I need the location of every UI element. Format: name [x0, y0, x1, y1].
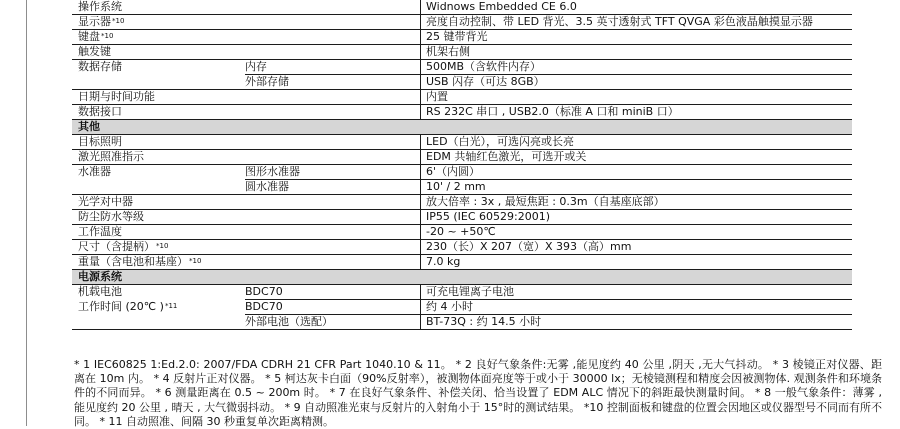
spec-row	[72, 105, 852, 120]
spec-label	[72, 165, 245, 180]
spec-row	[72, 75, 852, 90]
spec-label	[72, 60, 245, 75]
spec-row	[72, 285, 852, 300]
spec-subitem	[245, 195, 420, 210]
spec-value: EDM 共轴红色激光，可选开或关	[420, 150, 852, 165]
page-margin-line	[26, 0, 27, 426]
spec-row	[72, 240, 852, 255]
spec-label-text: 尺寸（含提柄）	[78, 240, 155, 253]
spec-row	[72, 30, 852, 45]
spec-subitem: BDC70	[245, 285, 420, 300]
spec-value: 230（长）X 207（宽）X 393（高）mm	[420, 240, 852, 255]
footnote-reference: *11	[164, 302, 178, 310]
spec-label-text: 水准器	[78, 165, 111, 178]
spec-row	[72, 180, 852, 195]
spec-label	[72, 240, 245, 255]
spec-label	[72, 90, 245, 105]
spec-subitem: BDC70	[245, 300, 420, 315]
spec-value: 6'（内圆）	[420, 165, 852, 180]
spec-label-text: 机载电池	[78, 285, 122, 298]
spec-value: 亮度自动控制、带 LED 背光、3.5 英寸透射式 TFT QVGA 彩色液晶触摸显示器	[420, 15, 852, 30]
spec-label-text: 防尘防水等级	[78, 210, 144, 223]
footnote-reference: *10	[156, 242, 169, 250]
spec-value: LED（白光），可选闪亮或长亮	[420, 135, 852, 150]
spec-subitem	[245, 15, 420, 30]
spec-subitem: 内存	[245, 60, 420, 75]
spec-row	[72, 135, 852, 150]
spec-row	[72, 255, 852, 270]
spec-row	[72, 315, 852, 330]
spec-label	[72, 135, 245, 150]
spec-subitem	[245, 0, 420, 15]
spec-value: 可充电锂离子电池	[420, 285, 852, 300]
spec-label	[72, 195, 245, 210]
spec-label	[72, 150, 245, 165]
spec-label-text: 目标照明	[78, 135, 122, 148]
spec-subitem	[245, 225, 420, 240]
spec-label-text: 显示器	[78, 15, 111, 28]
footnotes-paragraph: * 1 IEC60825 1:Ed.2.0: 2007/FDA CDRH 21 CFR Part 1040.10 & 11。 * 2 良好气象条件:无雾 ,能见度约 40 公里 ,阴天 ,无大气抖动。 * 3 棱镜正对仪器、距离在 10m 内。 * 4 反射片正对仪器。 * 5 柯达灰卡白面（90%反射率），被测物体面亮度等于或小于 30000 lx；无棱镜测程和精度会因被测物体. 观测条件和环境条件的不同而异。 * 6 测量距离在 0.5 ~ 200m 时。 * 7 在良好气象条件、补偿关闭、恰当设置了 EDM ALC 情况下的斜距最快测量时间。 * 8 一般气象条件：薄雾 , 能见度约 20 公里 , 晴天 , 大气微弱抖动。 * 9 自动照准光束与反射片的入射角小于 15°时的测试结果。 *10 控制面板和键盘的位置会因地区或仪器型号不同而有所不同。 * 11 自动照准、间隔 30 秒重复单次距离精测。	[74, 358, 882, 428]
spec-row	[72, 90, 852, 105]
spec-label	[72, 210, 245, 225]
footnote-reference: *10	[189, 257, 202, 265]
spec-label	[72, 315, 245, 330]
spec-row	[72, 15, 852, 30]
spec-subitem	[245, 255, 420, 270]
spec-value: Widnows Embedded CE 6.0	[420, 0, 852, 15]
spec-label-text: 数据存储	[78, 60, 122, 73]
spec-subitem	[245, 105, 420, 120]
spec-label	[72, 45, 245, 60]
spec-row	[72, 45, 852, 60]
spec-label-text: 数据接口	[78, 105, 122, 118]
spec-label	[72, 0, 245, 15]
spec-value: 7.0 kg	[420, 255, 852, 270]
section-header-row: 电源系统	[72, 270, 852, 285]
spec-subitem	[245, 210, 420, 225]
spec-subitem	[245, 30, 420, 45]
spec-label-text: 工作温度	[78, 225, 122, 238]
spec-label-text: 日期与时间功能	[78, 90, 155, 103]
spec-value: 500MB（含软件内存）	[420, 60, 852, 75]
spec-value: 10' / 2 mm	[420, 180, 852, 195]
spec-label	[72, 180, 245, 195]
spec-label-text: 操作系统	[78, 0, 122, 13]
spec-subitem	[245, 45, 420, 60]
spec-label	[72, 225, 245, 240]
spec-subitem: 外部电池（选配）	[245, 315, 420, 330]
spec-table	[72, 0, 852, 330]
spec-label	[72, 105, 245, 120]
spec-row	[72, 165, 852, 180]
spec-label	[72, 75, 245, 90]
spec-row	[72, 300, 852, 315]
section-header-row: 其他	[72, 120, 852, 135]
spec-subitem	[245, 150, 420, 165]
spec-label-text: 触发键	[78, 45, 111, 58]
spec-value: 机架右侧	[420, 45, 852, 60]
spec-row	[72, 150, 852, 165]
spec-label-text: 工作时间 (20℃ )	[78, 300, 164, 313]
spec-row	[72, 210, 852, 225]
footnote-reference: *10	[101, 32, 114, 40]
spec-subitem	[245, 240, 420, 255]
spec-label	[72, 300, 245, 315]
spec-label	[72, 255, 245, 270]
spec-value: 放大倍率 : 3x , 最短焦距 : 0.3m（自基座底部）	[420, 195, 852, 210]
spec-row	[72, 60, 852, 75]
footnote-reference: *10	[112, 17, 125, 25]
spec-row	[72, 0, 852, 15]
spec-value: 25 键带背光	[420, 30, 852, 45]
spec-subitem: 外部存储	[245, 75, 420, 90]
spec-label-text: 重量（含电池和基座）	[78, 255, 188, 268]
spec-value: RS 232C 串口 , USB2.0（标准 A 口和 miniB 口）	[420, 105, 852, 120]
spec-row	[72, 225, 852, 240]
spec-value: IP55 (IEC 60529:2001)	[420, 210, 852, 225]
spec-value: -20 ~ +50℃	[420, 225, 852, 240]
spec-label	[72, 30, 245, 45]
spec-value: 内置	[420, 90, 852, 105]
spec-value: USB 闪存（可达 8GB）	[420, 75, 852, 90]
spec-label	[72, 285, 245, 300]
spec-subitem	[245, 135, 420, 150]
spec-subitem: 圆水准器	[245, 180, 420, 195]
spec-label-text: 光学对中器	[78, 195, 133, 208]
spec-row	[72, 195, 852, 210]
spec-subitem: 图形水准器	[245, 165, 420, 180]
spec-subitem	[245, 90, 420, 105]
spec-label-text: 激光照准指示	[78, 150, 144, 163]
spec-label-text: 键盘	[78, 30, 100, 43]
spec-label	[72, 15, 245, 30]
spec-value: BT-73Q : 约 14.5 小时	[420, 315, 852, 330]
spec-value: 约 4 小时	[420, 300, 852, 315]
